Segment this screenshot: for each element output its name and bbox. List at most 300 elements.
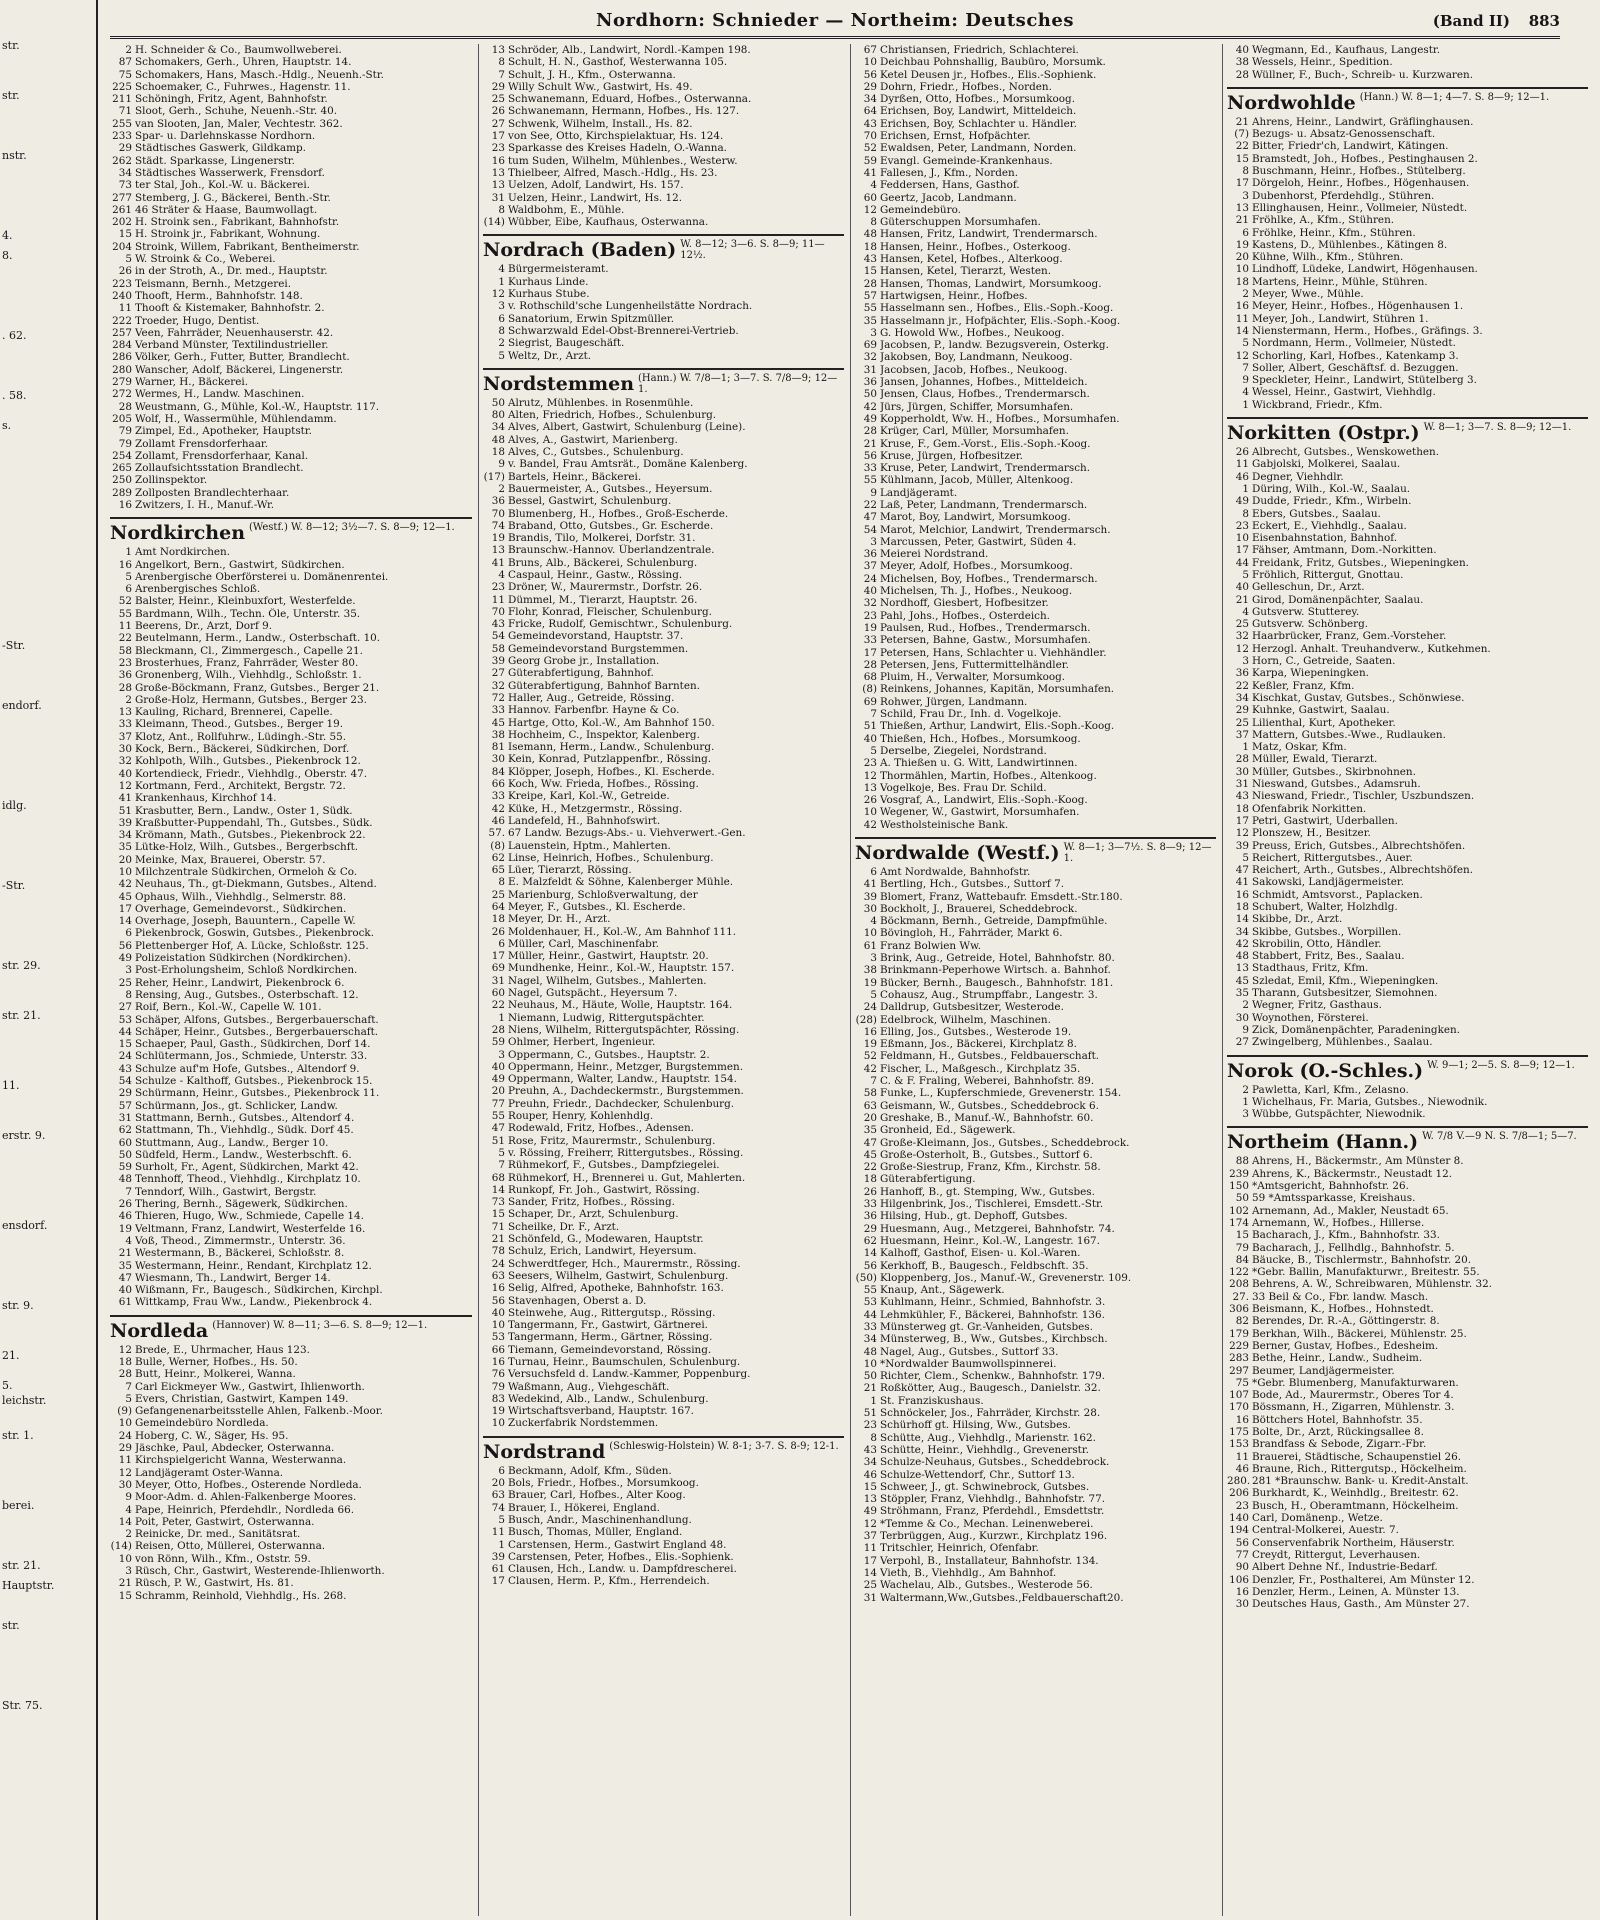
phone-number: 29: [863, 80, 877, 93]
subscriber-name: Hansen, Thomas, Landwirt, Morsumkoog.: [880, 277, 1102, 290]
phone-number: 42: [863, 818, 877, 831]
subscriber-entry: [855, 1567, 1216, 1579]
subscriber-name: Wachelau, Alb., Gutsbes., Westerode 56.: [880, 1579, 1093, 1592]
phone-number: 11: [118, 1454, 132, 1467]
subscriber-entry: [1227, 325, 1588, 337]
phone-number: 39: [1235, 839, 1249, 852]
phone-number: 84: [491, 765, 505, 778]
subscriber-entry: [110, 1442, 472, 1454]
phone-number: 53: [118, 1013, 132, 1026]
phone-number: 179: [1229, 1327, 1249, 1340]
phone-number: 26: [118, 265, 132, 278]
subscriber-name: von Rönn, Wilh., Kfm., Oststr. 59.: [135, 1552, 311, 1565]
phone-number: 19: [1235, 238, 1249, 251]
phone-number: 70: [491, 605, 505, 618]
subscriber-name: Ahrens, K., Bäckermstr., Neustadt 12.: [1252, 1167, 1453, 1180]
subscriber-entry: [110, 595, 472, 607]
phone-number: 31: [1235, 778, 1249, 791]
subscriber-entry: [110, 682, 472, 694]
phone-number: 58: [118, 644, 132, 657]
subscriber-entry: [855, 1210, 1216, 1222]
subscriber-entry: [1227, 692, 1588, 704]
subscriber-entry: [1227, 753, 1588, 765]
phone-number: 16: [1235, 1585, 1249, 1598]
subscriber-entry: [1227, 1389, 1588, 1401]
subscriber-name: Bramstedt, Joh., Hofbes., Pestinghausen 2.: [1252, 152, 1478, 165]
subscriber-entry: [110, 69, 472, 81]
phone-number: 15: [863, 1480, 877, 1493]
phone-number: 44: [1235, 556, 1249, 569]
phone-number: 3: [498, 300, 505, 313]
subscriber-entry: [110, 413, 472, 425]
subscriber-entry: [1227, 1205, 1588, 1217]
margin-fragment: 8.: [2, 249, 13, 262]
phone-number: 257: [112, 326, 132, 339]
subscriber-name: Scheilke, Dr. F., Arzt.: [508, 1220, 620, 1233]
subscriber-name: Clausen, Hch., Landw. u. Dampfdrescherei.: [508, 1563, 737, 1576]
subscriber-name: Deichbau Pohnshallig, Baubüro, Morsumk.: [880, 56, 1106, 69]
phone-number: 66: [491, 778, 505, 791]
subscriber-entry: [483, 1135, 844, 1147]
subscriber-name: Jensen, Claus, Hofbes., Trendermarsch.: [880, 388, 1090, 401]
page-number: 883: [1528, 12, 1560, 30]
subscriber-name: v. Bandel, Frau Amtsrät., Domäne Kalenberg.: [508, 458, 748, 471]
volume-label: (Band II): [1432, 12, 1510, 30]
subscriber-entry: [855, 977, 1216, 989]
subscriber-entry: [1227, 581, 1588, 593]
subscriber-name: Dröner, W., Maurermstr., Dorfstr. 26.: [508, 581, 703, 594]
subscriber-entry: [110, 571, 472, 583]
phone-number: 45: [118, 890, 132, 903]
subscriber-entry: [855, 548, 1216, 560]
phone-number: 28: [1235, 68, 1249, 81]
subscriber-entry: [110, 327, 472, 339]
subscriber-name: Müller, Carl, Maschinenfabr.: [508, 937, 659, 950]
subscriber-entry: [1227, 214, 1588, 226]
subscriber-name: Bövingloh, H., Fahrräder, Markt 6.: [880, 927, 1063, 940]
subscriber-name: Hasselmann sen., Hofbes., Elis.-Soph.-Koog.: [880, 302, 1114, 315]
phone-number: 13: [491, 179, 505, 192]
subscriber-entry: [110, 854, 472, 866]
subscriber-name: Schubert, Walter, Holzhdlg.: [1252, 901, 1398, 913]
subscriber-name: Geismann, W., Gutsbes., Scheddebrock 6.: [880, 1099, 1099, 1112]
subscriber-name: Kuhnke, Gastwirt, Saalau.: [1252, 704, 1390, 717]
subscriber-entry: [855, 93, 1216, 105]
subscriber-name: Petersen, Jens, Futtermittelhändler.: [880, 658, 1069, 671]
phone-number: 2: [498, 482, 505, 495]
subscriber-name: Brosterhues, Franz, Fahrräder, Wester 80.: [135, 656, 359, 669]
phone-number: 69: [863, 339, 877, 352]
subscriber-name: Hilgenbrink, Jos., Tischlerei, Emsdett.-Str.: [880, 1198, 1104, 1211]
subscriber-entry: [1227, 778, 1588, 790]
subscriber-name: Wedekind, Alb., Landw., Schulenburg.: [508, 1392, 709, 1405]
subscriber-name: Hannov. Farbenfbr. Hayne & Co.: [508, 704, 680, 717]
subscriber-name: Ofenfabrik Norkitten.: [1252, 802, 1367, 815]
page-title: Nordhorn: Schnieder — Northeim: Deutsches: [596, 10, 1074, 31]
subscriber-name: Landefeld, H., Bahnhofswirt.: [508, 814, 661, 827]
subscriber-entry: [110, 339, 472, 351]
subscriber-name: Veltmann, Franz, Landwirt, Westerfelde 16.: [135, 1222, 366, 1235]
subscriber-entry: [1227, 1377, 1588, 1389]
subscriber-name: Stavenhagen, Oberst a. D.: [508, 1294, 647, 1307]
subscriber-name: Butt, Heinr., Molkerei, Wanna.: [135, 1368, 296, 1381]
subscriber-entry: [110, 1063, 472, 1075]
subscriber-entry: [483, 434, 844, 446]
phone-number: 63: [491, 1269, 505, 1282]
phone-number: 229: [1229, 1339, 1249, 1352]
subscriber-entry: [483, 1539, 844, 1551]
subscriber-entry: [110, 977, 472, 989]
subscriber-entry: [483, 926, 844, 938]
phone-number: 48: [118, 1173, 132, 1186]
subscriber-name: Geertz, Jacob, Landmann.: [880, 191, 1017, 204]
subscriber-entry: [1227, 950, 1588, 962]
subscriber-entry: [483, 594, 844, 606]
phone-number: 12: [1235, 642, 1249, 655]
phone-number: 45: [863, 1148, 877, 1161]
phone-number: 31: [863, 363, 877, 376]
subscriber-name: Wichelhaus, Fr. Maria, Gutsbes., Niewodnik.: [1252, 1095, 1488, 1108]
subscriber-entry: [483, 1563, 844, 1575]
subscriber-name: Münsterweg gt. Gr.-Vanheiden, Gutsbes.: [880, 1320, 1093, 1333]
phone-number: 40: [1235, 581, 1249, 594]
town-name: Nordwalde (Westf.): [855, 842, 1060, 864]
subscriber-entry: [110, 1516, 472, 1528]
subscriber-name: Gronheid, Ed., Sägewerk.: [880, 1124, 1016, 1137]
subscriber-name: Müller, Heinr., Gastwirt, Hauptstr. 20.: [508, 950, 709, 963]
subscriber-name: Hartwigsen, Heinr., Hofbes.: [880, 289, 1028, 302]
subscriber-entry: [1227, 239, 1588, 251]
margin-fragment: str. 21.: [2, 1009, 41, 1022]
subscriber-name: Pape, Heinrich, Pferdehdlr., Nordleda 66.: [135, 1503, 355, 1516]
subscriber-name: Erichsen, Boy, Schlachter u. Händler.: [880, 117, 1077, 130]
subscriber-name: Reichert, Rittergutsbes., Auer.: [1252, 851, 1413, 864]
town-section: [110, 517, 472, 1308]
phone-number: 33: [863, 1320, 877, 1333]
phone-number: 36: [863, 376, 877, 389]
town-heading: [110, 1315, 472, 1342]
subscriber-entry: [483, 325, 844, 337]
subscriber-name: Waltermann,Ww.,Gutsbes.,Feldbauerschaft20.: [880, 1591, 1124, 1604]
phone-number: 22: [863, 1161, 877, 1174]
subscriber-entry: [483, 409, 844, 421]
phone-number: 73: [118, 179, 132, 192]
subscriber-entry: [483, 1502, 844, 1514]
subscriber-name: Böttchers Hotel, Bahnhofstr. 35.: [1252, 1413, 1423, 1426]
subscriber-entry: [483, 1061, 844, 1073]
subscriber-entry: [483, 458, 844, 470]
subscriber-entry: [110, 780, 472, 792]
subscriber-name: Preuhn, Friedr., Dachdecker, Schulenburg.: [508, 1097, 735, 1110]
subscriber-name: Bleckmann, Cl., Zimmergesch., Capelle 21.: [135, 644, 363, 657]
subscriber-entry: [1227, 165, 1588, 177]
subscriber-entry: [1227, 1340, 1588, 1352]
phone-number: 1: [1242, 398, 1249, 411]
subscriber-name: Schild, Frau Dr., Inh. d. Vogelkoje.: [880, 708, 1062, 721]
subscriber-name: Post-Erholungsheim, Schloß Nordkirchen.: [135, 964, 358, 977]
subscriber-entry: [483, 93, 844, 105]
subscriber-name: Schomakers, Hans, Masch.-Hdlg., Neuenh.-Str.: [135, 68, 384, 81]
subscriber-entry: [110, 167, 472, 179]
subscriber-name: Bartels, Heinr., Bäckerei.: [508, 470, 642, 483]
subscriber-entry: [855, 1026, 1216, 1038]
subscriber-entry: [483, 630, 844, 642]
subscriber-name: Jacobsen, P., landw. Bezugsverein, Osterkg.: [880, 339, 1109, 352]
phone-number: 62: [491, 851, 505, 864]
phone-number: 50: [118, 1148, 132, 1161]
subscriber-entry: [1227, 1096, 1588, 1108]
subscriber-name: Bacharach, J., Kfm., Bahnhofstr. 33.: [1252, 1229, 1440, 1242]
subscriber-name: Caspaul, Heinr., Gastw., Rössing.: [508, 568, 683, 581]
phone-number: 14: [863, 1247, 877, 1260]
subscriber-name: Spar- u. Darlehnskasse Nordhorn.: [135, 130, 316, 143]
phone-number: 23: [863, 757, 877, 770]
phone-number: 17: [491, 1575, 505, 1588]
subscriber-entry: [1227, 1012, 1588, 1024]
phone-number: 9: [498, 458, 505, 471]
phone-number: 39: [118, 816, 132, 829]
phone-number: 67: [863, 44, 877, 56]
subscriber-name: Soller, Albert, Geschäftsf. d. Bezuggen.: [1252, 361, 1459, 374]
subscriber-name: Dubenhorst, Pferdehdlg., Stühren.: [1252, 189, 1435, 202]
subscriber-name: *Gebr. Blumenberg, Manufakturwaren.: [1252, 1376, 1459, 1389]
phone-number: 79: [1235, 1241, 1249, 1254]
office-hours: W. 8—1; 3—7½. S. 8—9; 12—1.: [1063, 842, 1212, 864]
subscriber-name: Dalldrup, Gutsbesitzer, Westerode.: [880, 1001, 1064, 1014]
subscriber-entry: [110, 669, 472, 681]
phone-number: 41: [863, 166, 877, 179]
subscriber-name: Dörgeloh, Heinr., Hofbes., Högenhausen.: [1252, 177, 1470, 190]
phone-number: 81: [491, 741, 505, 754]
subscriber-entry: [483, 483, 844, 495]
subscriber-name: Große-Kleimann, Jos., Gutsbes., Scheddebrock.: [880, 1136, 1130, 1149]
subscriber-entry: [110, 1161, 472, 1173]
phone-number: 11: [1235, 312, 1249, 325]
subscriber-entry: [855, 1050, 1216, 1062]
phone-number: 2: [125, 1528, 132, 1541]
phone-number: 16: [118, 498, 132, 511]
subscriber-entry: [483, 987, 844, 999]
subscriber-name: Fröhlke, Heinr., Kfm., Stühren.: [1252, 226, 1416, 239]
subscriber-name: Kühne, Wilh., Kfm., Stühren.: [1252, 251, 1404, 264]
subscriber-name: Voß, Theod., Zimmermstr., Unterstr. 36.: [135, 1234, 346, 1247]
subscriber-entry: [483, 118, 844, 130]
subscriber-name: Tritschler, Heinrich, Ofenfabr.: [880, 1542, 1039, 1555]
phone-number: 37: [863, 560, 877, 573]
subscriber-name: Meyer, Dr. H., Arzt.: [508, 913, 611, 926]
subscriber-entry: [1227, 889, 1588, 901]
phone-number: 30: [118, 1478, 132, 1491]
phone-number: 20: [118, 853, 132, 866]
phone-number: 65: [491, 864, 505, 877]
phone-number: 19: [118, 1222, 132, 1235]
phone-number: 27: [1235, 1036, 1249, 1049]
subscriber-name: Tennhoff, Theod., Viehhdlg., Kirchplatz 10.: [135, 1173, 361, 1186]
phone-number: 71: [491, 1220, 505, 1233]
subscriber-name: Eßmann, Jos., Bäckerei, Kirchplatz 8.: [880, 1038, 1077, 1051]
subscriber-name: Neuhaus, Th., gt-Diekmann, Gutsbes., Altend.: [135, 878, 377, 891]
phone-number: 56: [491, 1294, 505, 1307]
subscriber-name: Kruse, Jürgen, Hofbesitzer.: [880, 449, 1023, 462]
subscriber-name: Evers, Christian, Gastwirt, Kampen 149.: [135, 1392, 349, 1405]
phone-number: 56: [118, 939, 132, 952]
subscriber-entry: [855, 1247, 1216, 1259]
subscriber-entry: [483, 508, 844, 520]
subscriber-entry: [483, 864, 844, 876]
phone-number: (28): [855, 1013, 877, 1026]
phone-number: 3: [1242, 1108, 1249, 1121]
phone-number: 62: [118, 1124, 132, 1137]
subscriber-entry: [110, 1577, 472, 1589]
subscriber-name: Nienstermann, Herm., Hofbes., Gräfings. 3.: [1252, 324, 1483, 337]
subscriber-entry: [110, 694, 472, 706]
phone-number: 10: [118, 1552, 132, 1565]
subscriber-entry: [855, 952, 1216, 964]
phone-number: 22: [491, 999, 505, 1012]
subscriber-name: Piekenbrock, Goswin, Gutsbes., Piekenbrock.: [135, 927, 375, 940]
subscriber-name: Christiansen, Friedrich, Schlachterei.: [880, 44, 1079, 56]
subscriber-entry: [483, 1110, 844, 1122]
directory-column: [850, 44, 1222, 1916]
subscriber-entry: [483, 1331, 844, 1343]
subscriber-name: Veen, Fahrräder, Neuenhauserstr. 42.: [135, 326, 334, 339]
subscriber-entry: [855, 1223, 1216, 1235]
phone-number: 24: [491, 1257, 505, 1270]
subscriber-name: Nieswand, Gutsbes., Adamsruh.: [1252, 778, 1421, 791]
subscriber-name: Schulze-Neuhaus, Gutsbes., Scheddebrock.: [880, 1456, 1110, 1469]
subscriber-entry: [855, 597, 1216, 609]
subscriber-entry: [110, 805, 472, 817]
subscriber-name: Fischer, L., Maßgesch., Kirchplatz 35.: [880, 1062, 1081, 1075]
phone-number: 18: [491, 913, 505, 926]
phone-number: 43: [118, 1062, 132, 1075]
phone-number: 68: [491, 1171, 505, 1184]
subscriber-name: Carstensen, Herm., Gastwirt England 48.: [508, 1538, 727, 1551]
subscriber-entry: [483, 544, 844, 556]
subscriber-name: Hochheim, C., Inspektor, Kalenberg.: [508, 728, 700, 741]
subscriber-name: Schöningh, Fritz, Agent, Bahnhofstr.: [135, 93, 328, 106]
phone-number: 38: [491, 728, 505, 741]
phone-number: 39: [863, 890, 877, 903]
subscriber-entry: [855, 1149, 1216, 1161]
subscriber-name: Wanscher, Adolf, Bäckerei, Lingenerstr.: [135, 363, 344, 376]
subscriber-entry: [1227, 288, 1588, 300]
phone-number: 4: [870, 179, 877, 192]
margin-fragment: str.: [2, 1619, 20, 1632]
subscriber-name: Thooft, Herm., Bahnhofstr. 148.: [135, 289, 303, 302]
subscriber-name: Hartge, Otto, Kol.-W., Am Bahnhof 150.: [508, 716, 715, 729]
subscriber-name: Zollamt Frensdorferhaar.: [135, 437, 269, 450]
phone-number: 32: [863, 597, 877, 610]
subscriber-name: Braunschw.-Hannov. Überlandzentrale.: [508, 544, 715, 557]
subscriber-name: Ströhmann, Franz, Pferdehdl., Emsdettstr.: [880, 1505, 1105, 1518]
subscriber-entry: [483, 741, 844, 753]
subscriber-name: Schütte, Heinr., Viehhdlg., Grevenerstr.: [880, 1443, 1089, 1456]
phone-number: 56: [863, 1259, 877, 1272]
subscriber-name: in der Stroth, A., Dr. med., Hauptstr.: [135, 265, 328, 278]
subscriber-entry: [483, 263, 844, 275]
phone-number: 7: [498, 1159, 505, 1172]
subscriber-entry: [1227, 975, 1588, 987]
subscriber-name: Klöpper, Joseph, Hofbes., Kl. Escherde.: [508, 765, 715, 778]
office-hours: W. 8—1; 3—7. S. 8—9; 12—1.: [1423, 422, 1572, 434]
subscriber-name: Steinwehe, Aug., Rittergutsp., Rössing.: [508, 1306, 716, 1319]
subscriber-name: Meinke, Max, Brauerei, Oberstr. 57.: [135, 853, 326, 866]
subscriber-entry: [1227, 1512, 1588, 1524]
phone-number: 22: [118, 632, 132, 645]
phone-number: 35: [863, 1124, 877, 1137]
town-name: Norkitten (Ostpr.): [1227, 422, 1420, 445]
phone-number: 34: [118, 829, 132, 842]
subscriber-entry: [110, 364, 472, 376]
phone-number: 6: [125, 927, 132, 940]
subscriber-name: Gutsverw. Stutterey.: [1252, 605, 1360, 618]
subscriber-name: Ahrens, Heinr., Landwirt, Gräflinghausen.: [1252, 115, 1474, 128]
subscriber-name: Wermes, H., Landw. Maschinen.: [135, 388, 305, 401]
subscriber-entry: [855, 1579, 1216, 1591]
phone-number: 15: [118, 1038, 132, 1051]
subscriber-name: Central-Molkerei, Auestr. 7.: [1252, 1524, 1399, 1537]
phone-number: 63: [863, 1099, 877, 1112]
subscriber-name: Ebers, Gutsbes., Saalau.: [1252, 507, 1381, 520]
phone-number: 76: [491, 1368, 505, 1381]
subscriber-entry: [855, 118, 1216, 130]
margin-fragment: 4.: [2, 229, 13, 242]
phone-number: 49: [118, 952, 132, 965]
subscriber-entry: [855, 647, 1216, 659]
subscriber-name: Städtisches Gaswerk, Gildkamp.: [135, 142, 306, 155]
subscriber-entry: [855, 1235, 1216, 1247]
subscriber-name: Carl, Domänenp., Wetze.: [1252, 1512, 1383, 1525]
subscriber-entry: [110, 1026, 472, 1038]
subscriber-entry: [110, 1454, 472, 1466]
subscriber-name: Georg Grobe jr., Installation.: [508, 655, 660, 668]
subscriber-name: Busch, H., Oberamtmann, Höckelheim.: [1252, 1499, 1459, 1512]
phone-number: 17: [863, 1554, 877, 1567]
phone-number: 17: [1235, 177, 1249, 190]
subscriber-name: Marot, Boy, Landwirt, Morsumkoog.: [880, 511, 1071, 524]
phone-number: 7: [1242, 361, 1249, 374]
subscriber-entry: [110, 241, 472, 253]
subscriber-name: A. Thießen u. G. Witt, Landwirtinnen.: [880, 757, 1078, 770]
subscriber-name: Kühlmann, Jacob, Müller, Altenkoog.: [880, 474, 1074, 487]
subscriber-entry: [855, 290, 1216, 302]
subscriber-name: Rensing, Aug., Gutsbes., Osterbschaft. 12.: [135, 988, 359, 1001]
subscriber-entry: [1227, 116, 1588, 128]
margin-fragment: nstr.: [2, 149, 27, 162]
subscriber-entry: [1227, 202, 1588, 214]
phone-number: 33: [491, 790, 505, 803]
subscriber-name: Schlütermann, Jos., Schmiede, Unterstr. 33.: [135, 1050, 368, 1063]
subscriber-entry: [483, 532, 844, 544]
phone-number: 16: [491, 154, 505, 167]
subscriber-entry: [110, 130, 472, 142]
phone-number: 26: [1235, 446, 1249, 459]
subscriber-name: Tharann, Gutsbesitzer, Siemohnen.: [1252, 987, 1438, 1000]
phone-number: 19: [863, 1038, 877, 1051]
subscriber-entry: [110, 499, 472, 511]
phone-number: 2: [1242, 1083, 1249, 1096]
phone-number: 38: [863, 964, 877, 977]
subscriber-name: Schäper, Alfons, Gutsbes., Bergerbauerschaft.: [135, 1013, 379, 1026]
phone-number: 55: [863, 302, 877, 315]
subscriber-entry: [1227, 1561, 1588, 1573]
phone-number: 41: [1235, 876, 1249, 889]
subscriber-name: Brauerei, Städtische, Schaupenstiel 26.: [1252, 1450, 1462, 1463]
phone-number: 5: [498, 349, 505, 362]
subscriber-name: Thielbeer, Alfred, Masch.-Hdlg., Hs. 23.: [508, 166, 718, 179]
subscriber-entry: [110, 302, 472, 314]
